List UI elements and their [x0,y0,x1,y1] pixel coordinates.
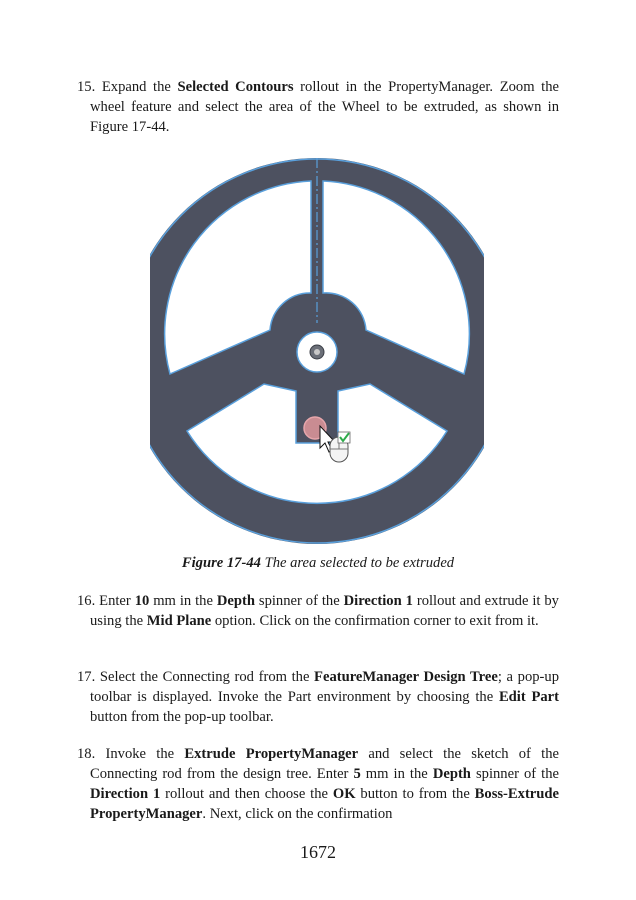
page-number: 1672 [300,842,336,862]
step-16-paragraph: 16. Enter 10 mm in the Depth spinner of the Direction 1 rollout and extrude it by using the Mid Plane option. Click on the confirmation corner to exit from it. [77,593,559,629]
step-17-paragraph: 17. Select the Connecting rod from the FeatureManager Design Tree; a pop-up toolbar is displayed. Invoke the Part environment by choosing the Edit Part button from the pop-up toolbar. [77,669,560,725]
origin-marker [310,345,324,359]
figure-caption: Figure 17-44 The area selected to be extruded [181,555,455,571]
step-18-paragraph: 18. Invoke the Extrude PropertyManager and select the sketch of the Connecting rod from the design tree. Enter 5 mm in the Depth spinner of the Direction 1 rollout and then choose the OK button to from the Boss-Extrude PropertyManager. Next, click on the confirmation [77,746,560,822]
step-15-paragraph: 15. Expand the Selected Contours rollout in the PropertyManager. Zoom the wheel feature and select the area of the Wheel to be extruded, as shown in Figure 17-44. [77,79,559,135]
wheel-figure [150,158,484,544]
checkmark-icon [338,432,350,443]
